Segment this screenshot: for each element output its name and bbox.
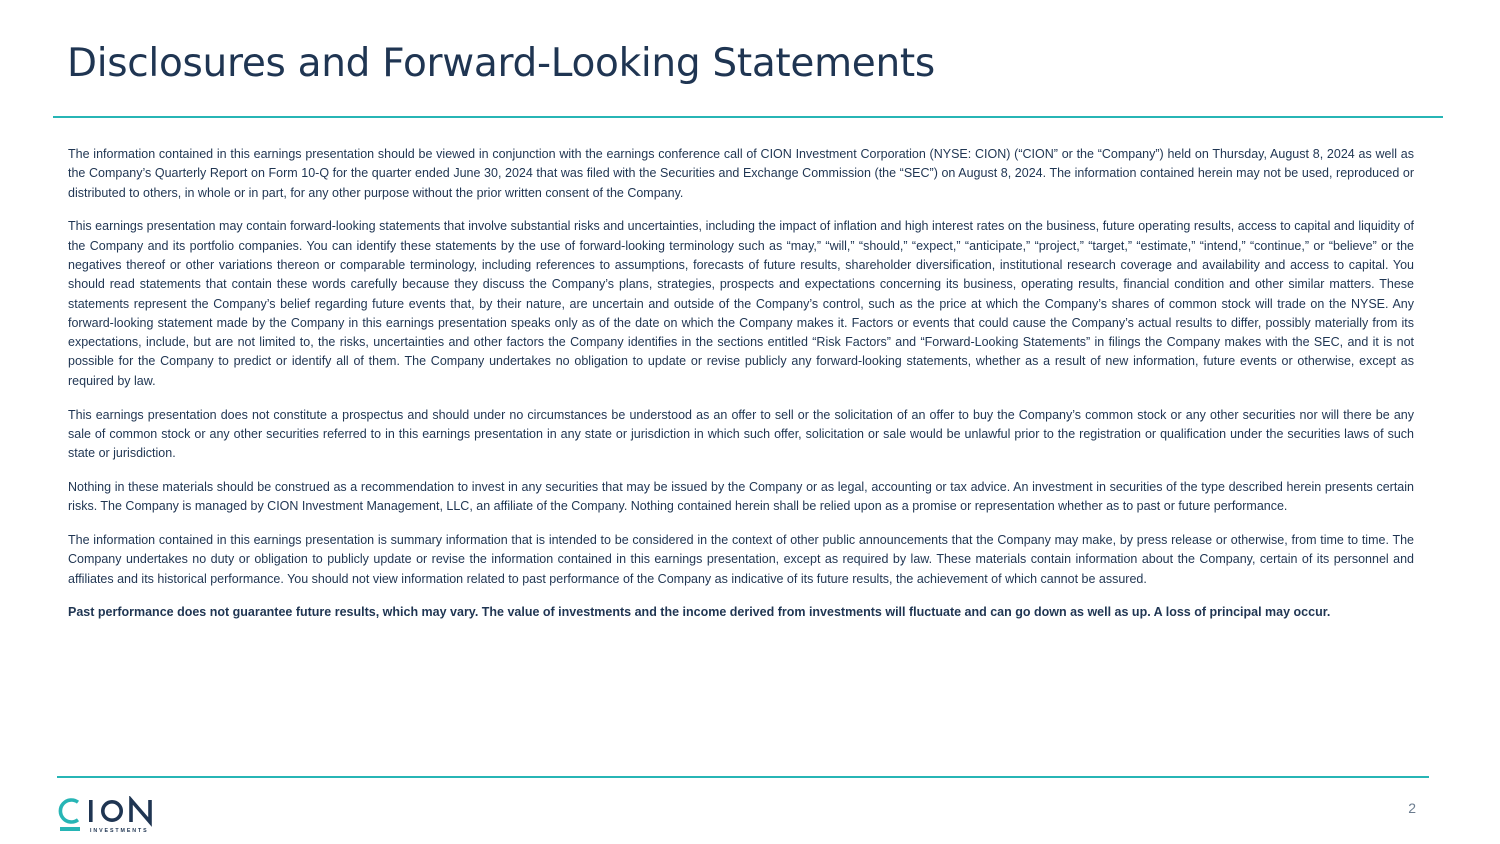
disclosure-body (68, 145, 1414, 637)
cion-logo (56, 796, 160, 836)
logo-c-letter (60, 800, 78, 822)
slide-title: Disclosures and Forward-Looking Statements (67, 41, 935, 86)
disclosure-paragraph-past-performance: Past performance does not guarantee future results, which may vary. The value of investments and the income derived from investments will fluctuate and can go down as well as up. A loss of principal may occur. (68, 605, 1331, 620)
disclosure-paragraph-summary-info: The information contained in this earnings presentation is summary information that is intended to be considered in the context of other public announcements that the Company may make, by press release or otherwise, from time to time. The Company undertakes no duty or obligation to publicly update or revise the information contained in this earnings presentation, except as required by law. These materials contain information about the Company, certain of its personnel and affiliates and its historical performance. You should not view information related to past performance of the Company as indicative of its future results, the achievement of which cannot be assured. (68, 533, 1414, 586)
footer-divider (57, 776, 1429, 778)
disclosure-paragraph-not-recommendation: Nothing in these materials should be construed as a recommendation to invest in any securities that may be issued by the Company or as legal, accounting or tax advice. An investment in securities of the type described herein presents certain risks. The Company is managed by CION Investment Management, LLC, an affiliate of the Company. Nothing contained herein shall be relied upon as a promise or representation whether as to past or future performance. (68, 479, 1414, 514)
title-divider (53, 116, 1443, 118)
disclosure-paragraph-context: The information contained in this earnings presentation should be viewed in conjunction with the earnings conference call of CION Investment Corporation (NYSE: CION) (“CION” or the “Company”) held on Thursday, August 8, 2024 as well as the Company’s Quarterly Report on Form 10-Q for the quarter ended June 30, 2024 that was filed with the Securities and Exchange Commission (the “SEC”) on August 8, 2024. The information contained herein may not be used, reproduced or distributed to others, in whole or in part, for any other purpose without the prior written consent of the Company. (68, 147, 1414, 200)
logo-o-letter (103, 802, 121, 820)
logo-underline-bar (60, 827, 80, 831)
page-number: 2 (1408, 800, 1416, 816)
logo-n-letter (131, 800, 150, 822)
disclosure-paragraph-not-prospectus: This earnings presentation does not constitute a prospectus and should under no circumstances be understood as an offer to sell or the solicitation of an offer to buy the Company’s common stock or any other securities nor will there be any sale of common stock or any other securities referred to in this earnings presentation in any state or jurisdiction in which such offer, solicitation or sale would be unlawful prior to the registration or qualification under the securities laws of such state or jurisdiction. (68, 407, 1414, 461)
logo-i-letter (89, 800, 93, 822)
disclosure-paragraph-forward-looking: This earnings presentation may contain forward-looking statements that involve substantial risks and uncertainties, including the impact of inflation and high interest rates on the business, future operating results, access to capital and liquidity of the Company and its portfolio companies. You can identify these statements by the use of forward-looking terminology such as “may,” “will,” “should,” “expect,” “anticipate,” “project,” “target,” “estimate,” “intend,” “continue,” or “believe” or the negatives thereof or other variations thereon or comparable terminology, including references to assumptions, forecasts of future results, shareholder diversification, institutional research coverage and availability and access to capital. You should read statements that contain these words carefully because they discuss the Company’s plans, strategies, prospects and expectations concerning its business, operating results, financial condition and other similar matters. These statements represent the Company’s belief regarding future events that, by their nature, are uncertain and outside of the Company’s control, such as the price at which the Company’s shares of common stock will trade on the NYSE. Any forward-looking statement made by the Company in this earnings presentation speaks only as of the date on which the Company makes it. Factors or events that could cause the Company’s actual results to differ, possibly materially from its expectations, include, but are not limited to, the risks, uncertainties and other factors the Company identifies in the sections entitled “Risk Factors” and “Forward-Looking Statements” in filings the Company makes with the SEC, and it is not possible for the Company to predict or identify all of them. The Company undertakes no obligation to update or revise publicly any forward-looking statements, whether as a result of new information, future events or otherwise, except as required by law. (68, 219, 1414, 388)
logo-tagline: INVESTMENTS (90, 828, 149, 835)
